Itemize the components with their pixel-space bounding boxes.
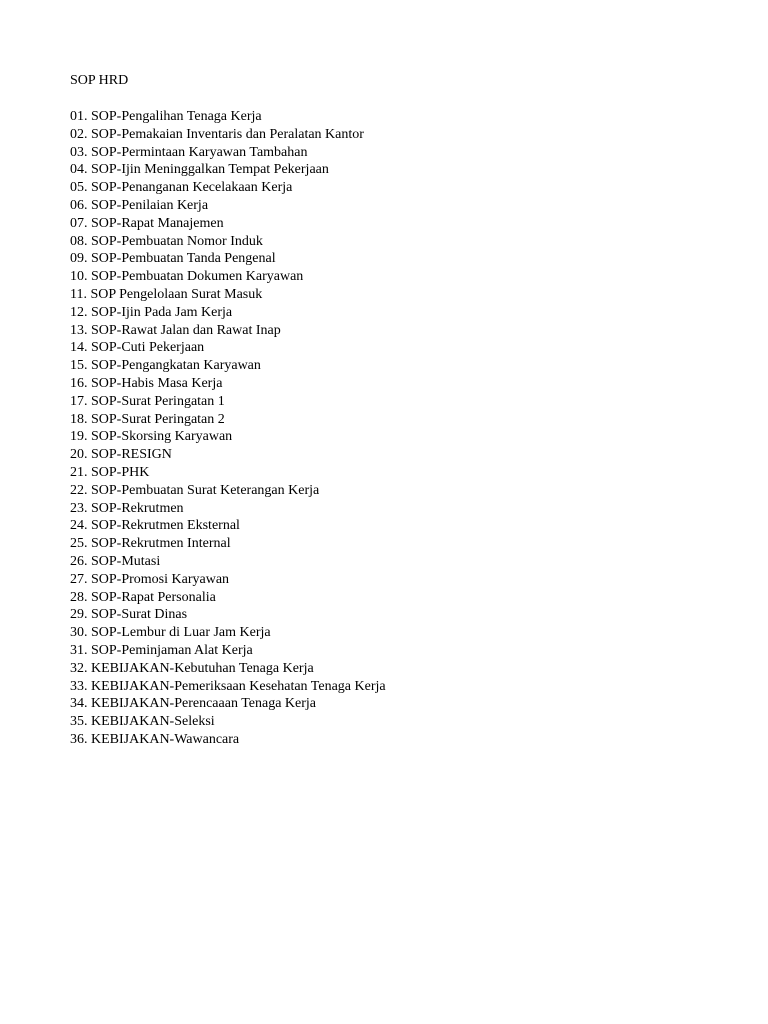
list-item: 14. SOP-Cuti Pekerjaan [70, 340, 205, 356]
list-item: 29. SOP-Surat Dinas [70, 607, 188, 623]
list-item: 28. SOP-Rapat Personalia [70, 589, 216, 605]
document-title: SOP HRD [70, 73, 129, 88]
list-item: 01. SOP-Pengalihan Tenaga Kerja [70, 109, 262, 124]
list-item: 23. SOP-Rekrutmen [70, 500, 184, 516]
list-item: 24. SOP-Rekrutmen Eksternal [70, 518, 240, 534]
list-item: 16. SOP-Habis Masa Kerja [70, 375, 223, 391]
list-item: 21. SOP-PHK [70, 464, 150, 480]
list-item: 18. SOP-Surat Peringatan 2 [70, 411, 225, 427]
list-item: 05. SOP-Penanganan Kecelakaan Kerja [70, 180, 293, 196]
list-item: 25. SOP-Rekrutmen Internal [70, 536, 231, 552]
list-item: 15. SOP-Pengangkatan Karyawan [70, 358, 261, 374]
list-item: 26. SOP-Mutasi [70, 553, 161, 569]
list-item: 22. SOP-Pembuatan Surat Keterangan Kerja [70, 482, 320, 498]
list-item: 06. SOP-Penilaian Kerja [70, 197, 209, 213]
list-item: 32. KEBIJAKAN-Kebutuhan Tenaga Kerja [70, 660, 314, 676]
list-item: 19. SOP-Skorsing Karyawan [70, 429, 233, 445]
list-item: 09. SOP-Pembuatan Tanda Pengenal [70, 251, 276, 267]
list-item: 31. SOP-Peminjaman Alat Kerja [70, 642, 253, 658]
list-item: 12. SOP-Ijin Pada Jam Kerja [70, 304, 233, 320]
list-item: 30. SOP-Lembur di Luar Jam Kerja [70, 625, 271, 641]
list-item: 02. SOP-Pemakaian Inventaris dan Peralatan Kantor [70, 126, 364, 142]
list-item: 17. SOP-Surat Peringatan 1 [70, 393, 225, 409]
list-item: 10. SOP-Pembuatan Dokumen Karyawan [70, 269, 304, 285]
document-page [70, 72, 730, 749]
list-item: 27. SOP-Promosi Karyawan [70, 571, 230, 587]
list-item: 36. KEBIJAKAN-Wawancara [70, 731, 240, 747]
list-item: 20. SOP-RESIGN [70, 447, 172, 463]
list-item: 13. SOP-Rawat Jalan dan Rawat Inap [70, 322, 281, 338]
list-item: 11. SOP Pengelolaan Surat Masuk [70, 286, 263, 302]
list-item: 04. SOP-Ijin Meninggalkan Tempat Pekerjaan [70, 162, 329, 178]
sop-list [70, 108, 730, 749]
list-item: 34. KEBIJAKAN-Perencaaan Tenaga Kerja [70, 696, 316, 712]
list-item: 33. KEBIJAKAN-Pemeriksaan Kesehatan Tenaga Kerja [70, 678, 386, 694]
list-item: 07. SOP-Rapat Manajemen [70, 215, 224, 231]
list-item: 35. KEBIJAKAN-Seleksi [70, 714, 215, 730]
list-item: 03. SOP-Permintaan Karyawan Tambahan [70, 144, 308, 160]
list-item: 08. SOP-Pembuatan Nomor Induk [70, 233, 263, 249]
